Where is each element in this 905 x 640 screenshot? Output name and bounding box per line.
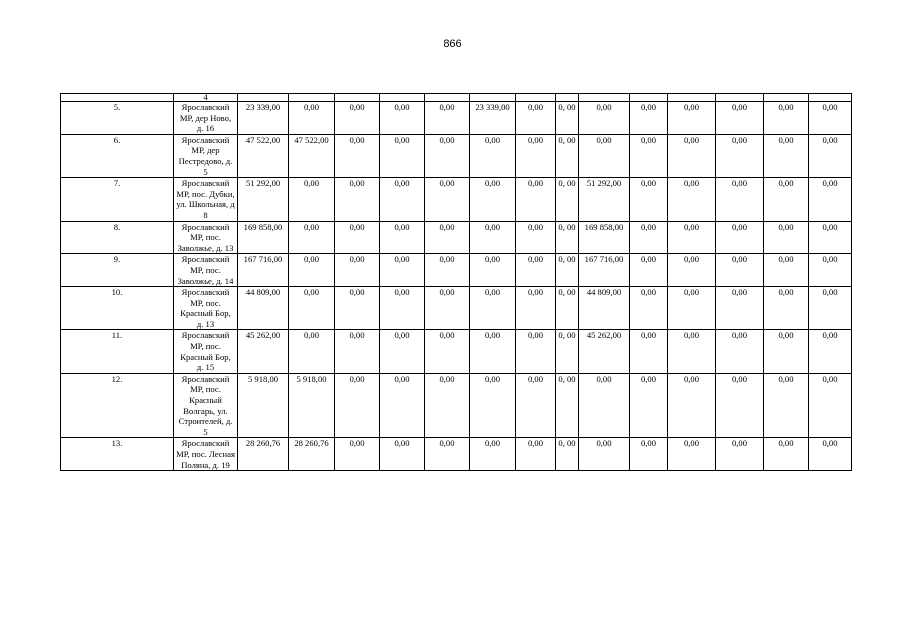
value-cell: 0,00 bbox=[630, 287, 668, 330]
value-cell: 0,00 bbox=[470, 438, 516, 471]
row-number: 5. bbox=[61, 102, 174, 135]
value-cell: 0,00 bbox=[516, 330, 556, 373]
value-cell: 0,00 bbox=[289, 254, 335, 287]
value-cell: 0,00 bbox=[716, 221, 764, 254]
value-cell: 0,00 bbox=[579, 373, 630, 438]
value-cell: 0,00 bbox=[516, 178, 556, 221]
value-cell: 167 716,00 bbox=[238, 254, 289, 287]
table-cell bbox=[335, 94, 380, 102]
value-cell: 0,00 bbox=[668, 221, 716, 254]
value-cell: 0,00 bbox=[630, 221, 668, 254]
value-cell: 0,00 bbox=[809, 221, 852, 254]
address-cell: Ярославский МР, пос. Красный Бор, д. 15 bbox=[174, 330, 238, 373]
value-cell: 0,00 bbox=[516, 438, 556, 471]
value-cell: 0,00 bbox=[516, 221, 556, 254]
address-cell: Ярославский МР, пос. Красный Волгарь, ул. Строителей, д. 5 bbox=[174, 373, 238, 438]
value-cell: 0, 00 bbox=[556, 254, 579, 287]
value-cell: 0,00 bbox=[425, 134, 470, 177]
table-cell bbox=[579, 94, 630, 102]
value-cell: 0,00 bbox=[668, 287, 716, 330]
table-row bbox=[61, 373, 852, 438]
value-cell: 0,00 bbox=[668, 438, 716, 471]
value-cell: 0,00 bbox=[425, 254, 470, 287]
address-cell: Ярославский МР, дер Ново, д. 16 bbox=[174, 102, 238, 135]
value-cell: 0,00 bbox=[630, 438, 668, 471]
value-cell: 0,00 bbox=[668, 134, 716, 177]
value-cell: 0,00 bbox=[668, 330, 716, 373]
value-cell: 0,00 bbox=[809, 330, 852, 373]
value-cell: 0,00 bbox=[380, 221, 425, 254]
value-cell: 0,00 bbox=[380, 330, 425, 373]
value-cell: 0,00 bbox=[470, 134, 516, 177]
value-cell: 0, 00 bbox=[556, 134, 579, 177]
value-cell: 28 260,76 bbox=[289, 438, 335, 471]
table-row bbox=[61, 287, 852, 330]
table-cell bbox=[668, 94, 716, 102]
value-cell: 169 858,00 bbox=[579, 221, 630, 254]
value-cell: 0,00 bbox=[425, 330, 470, 373]
value-cell: 5 918,00 bbox=[238, 373, 289, 438]
value-cell: 0,00 bbox=[809, 287, 852, 330]
value-cell: 0, 00 bbox=[556, 178, 579, 221]
value-cell: 0,00 bbox=[335, 330, 380, 373]
value-cell: 0,00 bbox=[716, 102, 764, 135]
value-cell: 0,00 bbox=[425, 178, 470, 221]
table-row bbox=[61, 221, 852, 254]
value-cell: 0,00 bbox=[289, 287, 335, 330]
table-cell bbox=[630, 94, 668, 102]
table-cell bbox=[470, 94, 516, 102]
value-cell: 0,00 bbox=[380, 287, 425, 330]
value-cell: 0,00 bbox=[470, 254, 516, 287]
value-cell: 0,00 bbox=[716, 134, 764, 177]
value-cell: 0,00 bbox=[516, 373, 556, 438]
value-cell: 0,00 bbox=[630, 373, 668, 438]
value-cell: 0,00 bbox=[764, 178, 809, 221]
value-cell: 0,00 bbox=[716, 373, 764, 438]
value-cell: 0,00 bbox=[764, 330, 809, 373]
table-cell bbox=[289, 94, 335, 102]
value-cell: 0,00 bbox=[425, 287, 470, 330]
value-cell: 45 262,00 bbox=[579, 330, 630, 373]
value-cell: 0,00 bbox=[470, 330, 516, 373]
value-cell: 0, 00 bbox=[556, 287, 579, 330]
table-cell bbox=[556, 94, 579, 102]
address-cell: Ярославский МР, пос. Заволжье, д. 13 bbox=[174, 221, 238, 254]
value-cell: 0,00 bbox=[425, 102, 470, 135]
value-cell: 0,00 bbox=[668, 373, 716, 438]
value-cell: 0,00 bbox=[470, 287, 516, 330]
address-cell: Ярославский МР, дер Пестредово, д. 5 bbox=[174, 134, 238, 177]
value-cell: 0, 00 bbox=[556, 330, 579, 373]
value-cell: 0,00 bbox=[579, 438, 630, 471]
value-cell: 0,00 bbox=[809, 438, 852, 471]
value-cell: 0,00 bbox=[716, 178, 764, 221]
value-cell: 0,00 bbox=[289, 102, 335, 135]
value-cell: 0,00 bbox=[380, 373, 425, 438]
value-cell: 0,00 bbox=[335, 373, 380, 438]
value-cell: 0,00 bbox=[335, 287, 380, 330]
value-cell: 0,00 bbox=[809, 178, 852, 221]
row-number: 10. bbox=[61, 287, 174, 330]
value-cell: 0,00 bbox=[579, 134, 630, 177]
value-cell: 0,00 bbox=[516, 134, 556, 177]
value-cell: 23 339,00 bbox=[238, 102, 289, 135]
value-cell: 0,00 bbox=[630, 178, 668, 221]
value-cell: 0,00 bbox=[630, 330, 668, 373]
value-cell: 0, 00 bbox=[556, 373, 579, 438]
value-cell: 44 809,00 bbox=[579, 287, 630, 330]
value-cell: 0,00 bbox=[809, 373, 852, 438]
value-cell: 0,00 bbox=[380, 438, 425, 471]
value-cell: 0,00 bbox=[289, 178, 335, 221]
value-cell: 0,00 bbox=[764, 287, 809, 330]
page-number: 866 bbox=[443, 38, 462, 50]
table-cell bbox=[425, 94, 470, 102]
row-number: 9. bbox=[61, 254, 174, 287]
address-cell: Ярославский МР, пос. Красный Бор, д. 13 bbox=[174, 287, 238, 330]
table-cell bbox=[764, 94, 809, 102]
value-cell: 0, 00 bbox=[556, 102, 579, 135]
value-cell: 0,00 bbox=[668, 254, 716, 287]
value-cell: 0,00 bbox=[470, 221, 516, 254]
table-cell bbox=[809, 94, 852, 102]
address-cell: Ярославский МР, пос. Дубки, ул. Школьная, д 8 bbox=[174, 178, 238, 221]
value-cell: 0,00 bbox=[630, 102, 668, 135]
table-row bbox=[61, 102, 852, 135]
value-cell: 47 522,00 bbox=[289, 134, 335, 177]
value-cell: 0,00 bbox=[764, 438, 809, 471]
value-cell: 0,00 bbox=[809, 254, 852, 287]
table-cell bbox=[516, 94, 556, 102]
value-cell: 0,00 bbox=[335, 438, 380, 471]
row-number: 6. bbox=[61, 134, 174, 177]
value-cell: 0,00 bbox=[516, 102, 556, 135]
value-cell: 0,00 bbox=[335, 134, 380, 177]
continuation-row bbox=[61, 94, 852, 102]
value-cell: 0,00 bbox=[425, 373, 470, 438]
value-cell: 0,00 bbox=[716, 287, 764, 330]
value-cell: 0,00 bbox=[716, 330, 764, 373]
row-number: 12. bbox=[61, 373, 174, 438]
row-number: 13. bbox=[61, 438, 174, 471]
table-row bbox=[61, 330, 852, 373]
value-cell: 0,00 bbox=[716, 254, 764, 287]
value-cell: 0,00 bbox=[809, 102, 852, 135]
value-cell: 28 260,76 bbox=[238, 438, 289, 471]
row-number: 7. bbox=[61, 178, 174, 221]
value-cell: 0,00 bbox=[289, 221, 335, 254]
continuation-cell: 4 bbox=[174, 94, 238, 102]
value-cell: 0,00 bbox=[425, 438, 470, 471]
value-cell: 0,00 bbox=[335, 178, 380, 221]
table-cell bbox=[61, 94, 174, 102]
address-cell: Ярославский МР, пос. Заволжье, д. 14 bbox=[174, 254, 238, 287]
value-cell: 0,00 bbox=[380, 254, 425, 287]
value-cell: 45 262,00 bbox=[238, 330, 289, 373]
value-cell: 0,00 bbox=[764, 221, 809, 254]
value-cell: 0,00 bbox=[764, 373, 809, 438]
value-cell: 0,00 bbox=[516, 254, 556, 287]
table-row bbox=[61, 134, 852, 177]
value-cell: 0,00 bbox=[764, 134, 809, 177]
address-cell: Ярославский МР, пос. Лесная Поляна, д. 19 bbox=[174, 438, 238, 471]
value-cell: 44 809,00 bbox=[238, 287, 289, 330]
value-cell: 0,00 bbox=[425, 221, 470, 254]
value-cell: 0,00 bbox=[764, 102, 809, 135]
value-cell: 0,00 bbox=[470, 373, 516, 438]
table-cell bbox=[716, 94, 764, 102]
value-cell: 0,00 bbox=[335, 102, 380, 135]
value-cell: 0,00 bbox=[716, 438, 764, 471]
value-cell: 169 858,00 bbox=[238, 221, 289, 254]
row-number: 11. bbox=[61, 330, 174, 373]
value-cell: 0,00 bbox=[630, 254, 668, 287]
value-cell: 0,00 bbox=[809, 134, 852, 177]
value-cell: 5 918,00 bbox=[289, 373, 335, 438]
value-cell: 0,00 bbox=[380, 178, 425, 221]
table-row bbox=[61, 178, 852, 221]
value-cell: 0,00 bbox=[630, 134, 668, 177]
value-cell: 0,00 bbox=[380, 102, 425, 135]
row-number: 8. bbox=[61, 221, 174, 254]
table-row bbox=[61, 254, 852, 287]
table-cell bbox=[380, 94, 425, 102]
value-cell: 0,00 bbox=[764, 254, 809, 287]
value-cell: 0,00 bbox=[516, 287, 556, 330]
value-cell: 0,00 bbox=[579, 102, 630, 135]
value-cell: 0, 00 bbox=[556, 221, 579, 254]
value-cell: 0,00 bbox=[470, 178, 516, 221]
value-cell: 0, 00 bbox=[556, 438, 579, 471]
data-table bbox=[60, 93, 852, 471]
value-cell: 0,00 bbox=[335, 221, 380, 254]
value-cell: 51 292,00 bbox=[238, 178, 289, 221]
value-cell: 0,00 bbox=[380, 134, 425, 177]
value-cell: 0,00 bbox=[335, 254, 380, 287]
value-cell: 0,00 bbox=[668, 102, 716, 135]
value-cell: 167 716,00 bbox=[579, 254, 630, 287]
value-cell: 47 522,00 bbox=[238, 134, 289, 177]
value-cell: 51 292,00 bbox=[579, 178, 630, 221]
value-cell: 0,00 bbox=[668, 178, 716, 221]
value-cell: 23 339,00 bbox=[470, 102, 516, 135]
table-row bbox=[61, 438, 852, 471]
table-cell bbox=[238, 94, 289, 102]
value-cell: 0,00 bbox=[289, 330, 335, 373]
